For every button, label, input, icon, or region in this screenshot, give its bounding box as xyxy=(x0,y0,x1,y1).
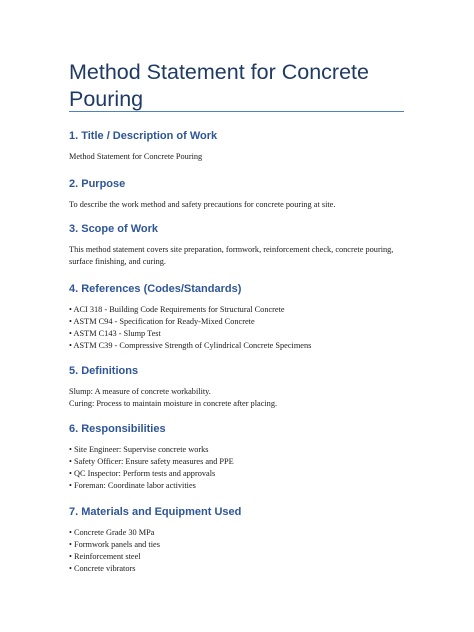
document-title: Method Statement for Concrete Pouring xyxy=(69,60,369,111)
section-heading: 6. Responsibilities xyxy=(69,423,166,435)
section-paragraph: Method Statement for Concrete Pouring xyxy=(69,152,203,161)
title-divider xyxy=(69,111,404,112)
list-item: • Concrete vibrators xyxy=(69,564,136,573)
list-item: • Safety Officer: Ensure safety measures and PPE xyxy=(69,457,234,466)
list-item: • ASTM C143 - Slump Test xyxy=(69,329,161,338)
section-responsibilities xyxy=(69,422,409,492)
section-title-description xyxy=(69,129,409,163)
list-item: • Site Engineer: Supervise concrete works xyxy=(69,445,209,454)
section-definitions xyxy=(69,364,409,410)
materials-list xyxy=(69,527,409,575)
list-item: • Reinforcement steel xyxy=(69,552,141,561)
list-item: • ASTM C39 - Compressive Strength of Cylindrical Concrete Specimens xyxy=(69,341,312,350)
list-item: • QC Inspector: Perform tests and approvals xyxy=(69,469,216,478)
section-materials-equipment xyxy=(69,505,409,575)
section-paragraph: To describe the work method and safety precautions for concrete pouring at site. xyxy=(69,200,336,209)
section-heading: 2. Purpose xyxy=(69,178,126,190)
list-item: • Foreman: Coordinate labor activities xyxy=(69,481,196,490)
responsibilities-list xyxy=(69,444,409,492)
definition-curing: Curing: Process to maintain moisture in concrete after placing. xyxy=(69,399,278,408)
references-list xyxy=(69,304,409,352)
section-heading: 7. Materials and Equipment Used xyxy=(69,506,242,518)
section-references xyxy=(69,282,409,352)
section-heading: 3. Scope of Work xyxy=(69,223,159,235)
section-scope xyxy=(69,222,409,268)
section-heading: 1. Title / Description of Work xyxy=(69,130,218,142)
section-heading: 5. Definitions xyxy=(69,365,139,377)
section-heading: 4. References (Codes/Standards) xyxy=(69,283,242,295)
section-paragraph: This method statement covers site preparation, formwork, reinforcement check, concrete pouring, surface finishing, and curing. xyxy=(69,245,394,266)
definition-slump: Slump: A measure of concrete workability. xyxy=(69,387,211,396)
list-item: • Concrete Grade 30 MPa xyxy=(69,528,155,537)
list-item: • ACI 318 - Building Code Requirements for Structural Concrete xyxy=(69,305,285,314)
list-item: • Formwork panels and ties xyxy=(69,540,160,549)
list-item: • ASTM C94 - Specification for Ready-Mixed Concrete xyxy=(69,317,255,326)
section-purpose xyxy=(69,177,409,211)
